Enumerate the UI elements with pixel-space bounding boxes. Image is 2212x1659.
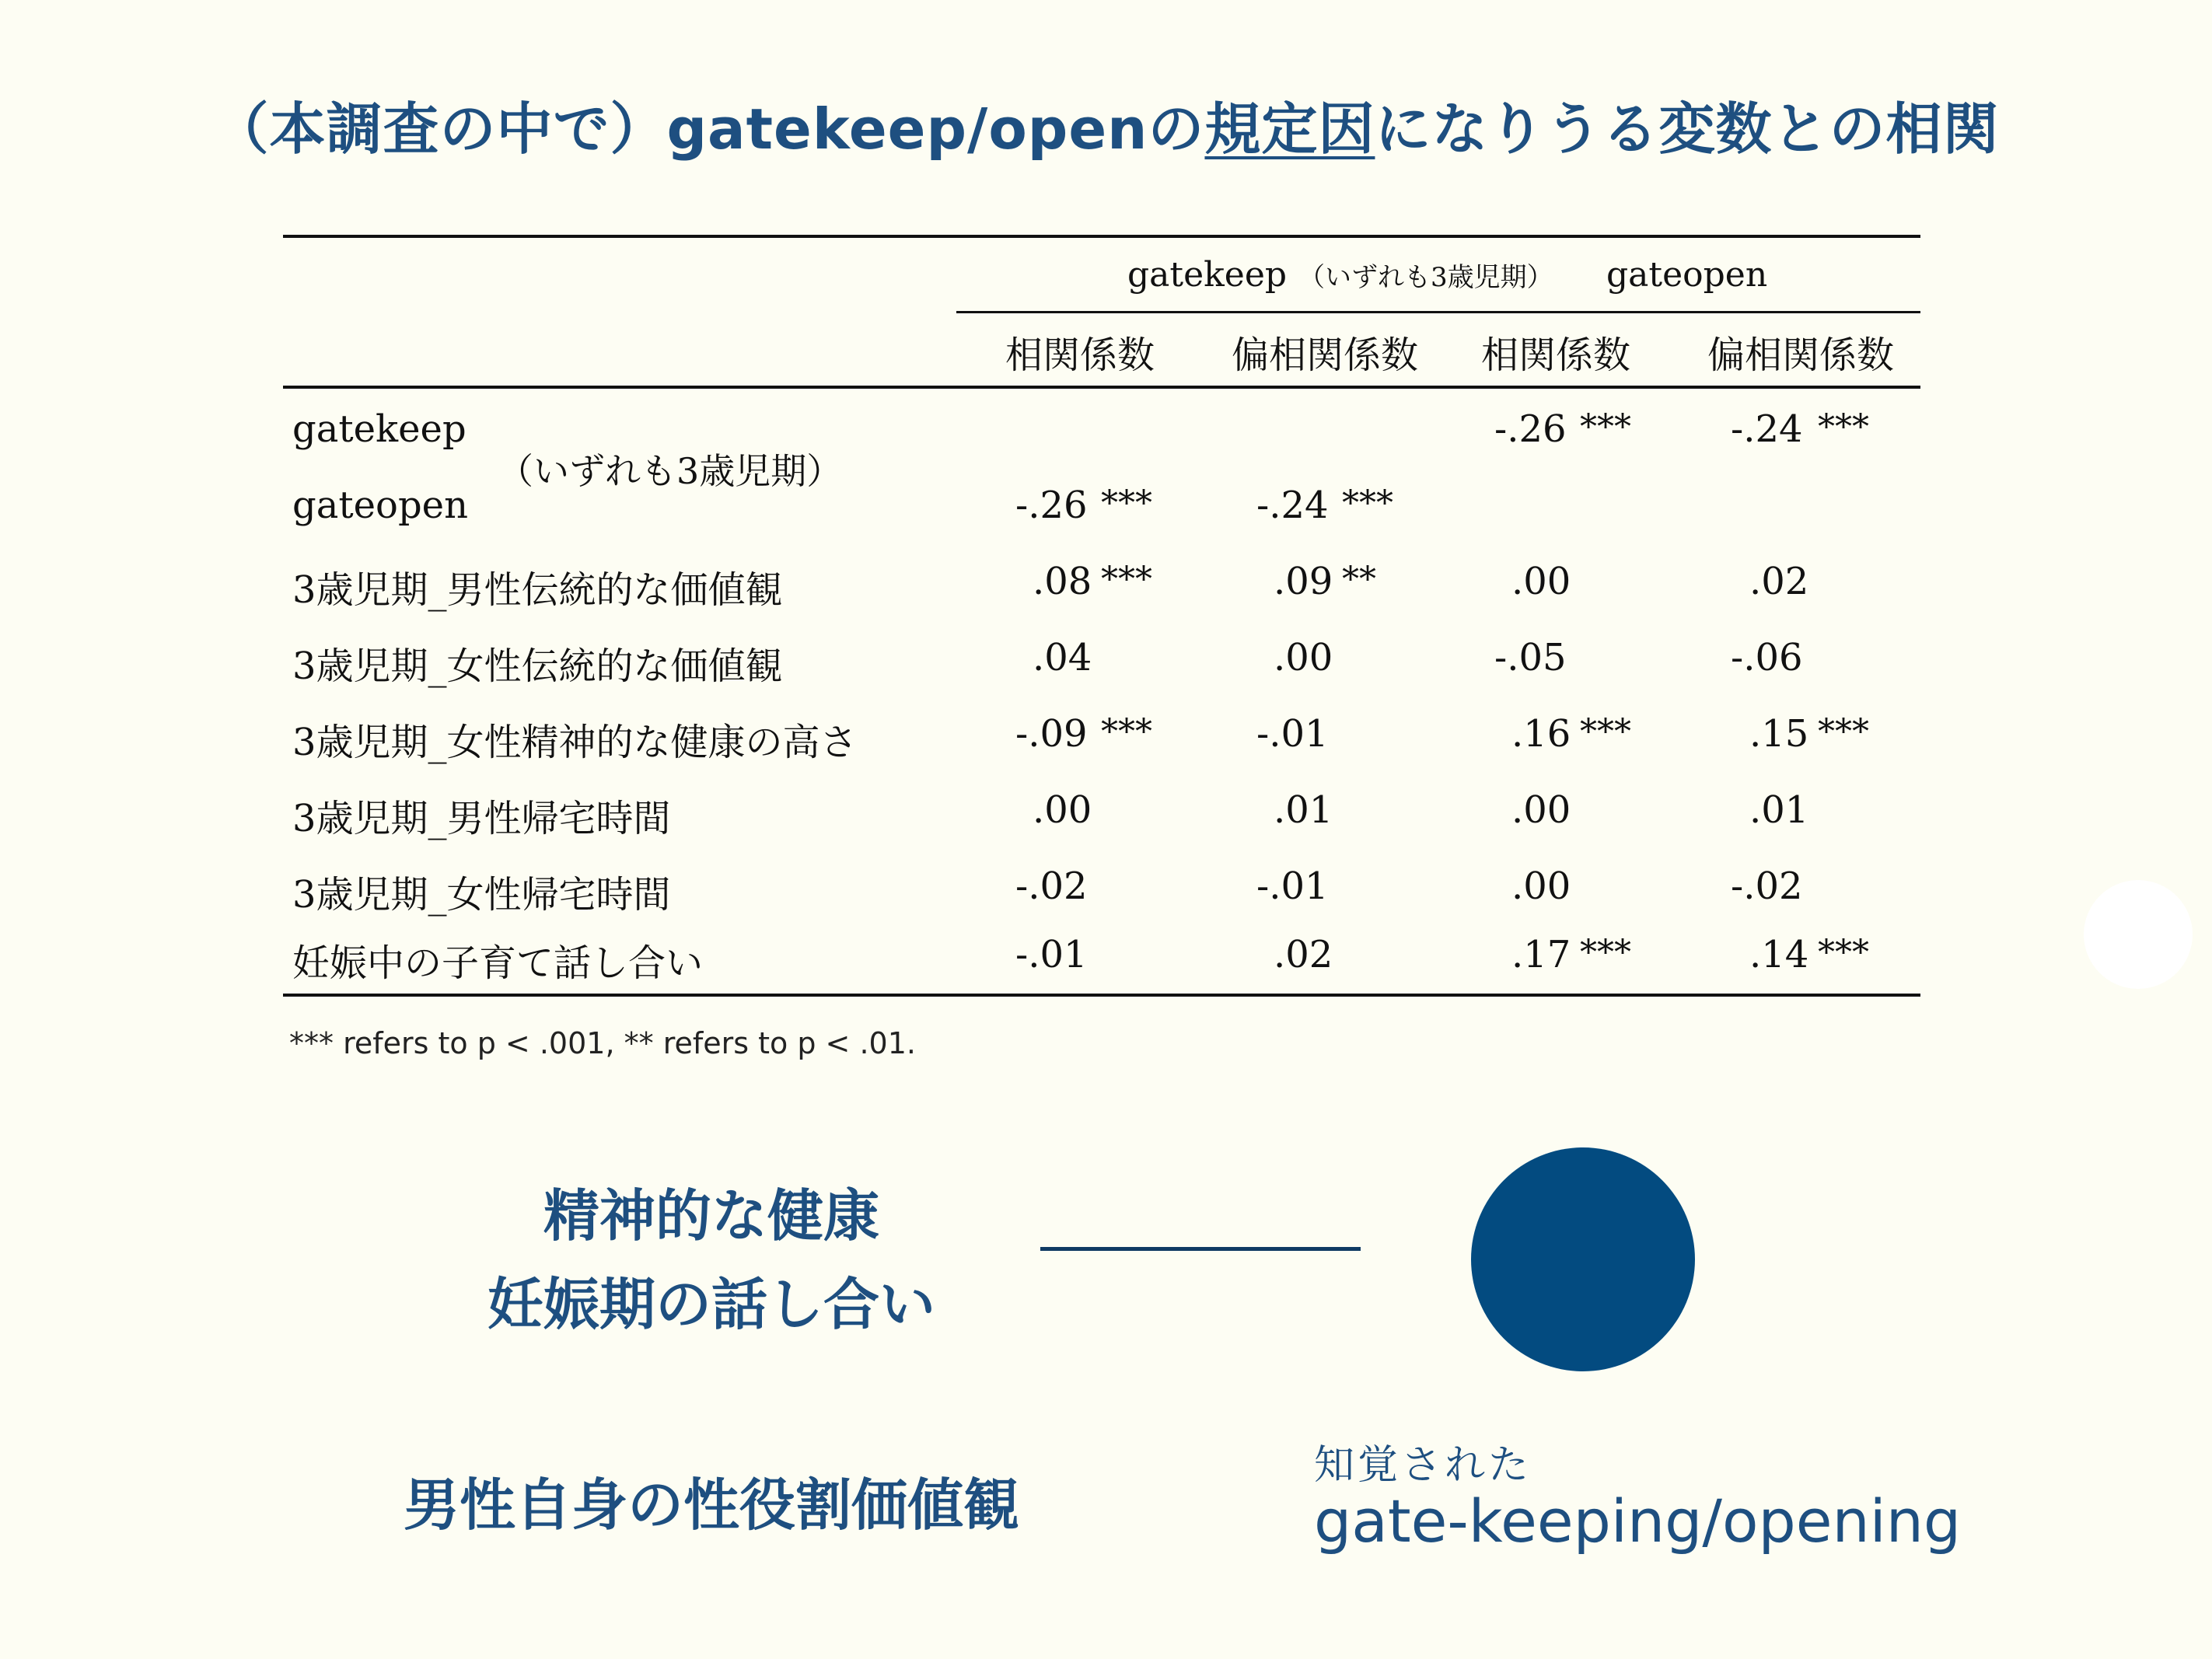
perceived-term: gate-keeping/opening xyxy=(1314,1486,1962,1556)
significance-stars: *** xyxy=(1818,933,1869,973)
group-header-rule xyxy=(956,311,1920,313)
row-label: 3歳児期_男性伝統的な価値観 xyxy=(292,568,783,612)
value-cell: .14 xyxy=(1749,933,1809,976)
significance-stars: *** xyxy=(1580,407,1631,447)
connector-line xyxy=(1040,1247,1361,1251)
value-cell: -.05 xyxy=(1494,636,1567,679)
value-cell: -.09 xyxy=(1015,712,1088,756)
significance-stars: *** xyxy=(1342,484,1393,523)
row-group-note: （いずれも3歳児期） xyxy=(498,450,843,492)
group-header-gatekeep: gatekeep xyxy=(1127,255,1288,295)
page-title xyxy=(0,84,2212,165)
value-cell: .01 xyxy=(1274,788,1333,832)
table-row xyxy=(0,864,2212,941)
value-cell: -.02 xyxy=(1731,864,1803,908)
title-text-pre: （本調査の中で）gatekeep/openの xyxy=(212,96,1205,162)
row-label: gateopen xyxy=(292,484,468,527)
title-text-post: になりうる変数との相関 xyxy=(1375,96,2000,162)
column-header-correlation: 相関係数 xyxy=(1480,334,1630,377)
gatekeeping-circle xyxy=(1471,1147,1695,1371)
value-cell: .01 xyxy=(1749,788,1809,832)
row-label: 3歳児期_女性伝統的な価値観 xyxy=(292,644,783,688)
factor-pregnancy-discussion: 妊娠期の話し合い xyxy=(487,1272,935,1337)
column-header-partial-correlation: 偏相関係数 xyxy=(1707,334,1894,377)
table-row xyxy=(0,407,2212,484)
significance-stars: ** xyxy=(1342,560,1376,599)
value-cell: .00 xyxy=(1274,636,1333,679)
value-cell: .02 xyxy=(1274,933,1333,976)
significance-stars: *** xyxy=(1101,712,1152,752)
value-cell: -.24 xyxy=(1731,407,1803,451)
value-cell: -.02 xyxy=(1015,864,1088,908)
row-label: 妊娠中の子育て話し合い xyxy=(292,941,704,985)
table-row xyxy=(0,636,2212,712)
value-cell: .00 xyxy=(1033,788,1092,832)
value-cell: -.26 xyxy=(1015,484,1088,527)
value-cell: .17 xyxy=(1511,933,1571,976)
table-top-rule xyxy=(283,235,1920,238)
row-label: gatekeep xyxy=(292,407,467,451)
table-row xyxy=(0,560,2212,636)
table-row xyxy=(0,933,2212,1009)
perceived-label: 知覚された xyxy=(1314,1442,1532,1489)
row-label: 3歳児期_女性帰宅時間 xyxy=(292,873,671,917)
table-row xyxy=(0,788,2212,864)
value-cell: -.01 xyxy=(1256,712,1329,756)
row-label: 3歳児期_男性帰宅時間 xyxy=(292,797,671,840)
value-cell: .02 xyxy=(1749,560,1809,603)
value-cell: -.01 xyxy=(1256,864,1329,908)
table-row xyxy=(0,484,2212,560)
table-row xyxy=(0,712,2212,788)
value-cell: .00 xyxy=(1511,788,1571,832)
table-header-rule xyxy=(283,386,1920,389)
group-header-note: （いずれも3歳児期） xyxy=(1298,262,1553,293)
significance-stars: *** xyxy=(1580,933,1631,973)
column-header-correlation: 相関係数 xyxy=(1005,334,1155,377)
significance-stars: *** xyxy=(1818,407,1869,447)
value-cell: .08 xyxy=(1033,560,1092,603)
decorative-dot xyxy=(2084,880,2193,989)
value-cell: .16 xyxy=(1511,712,1571,756)
table-footnote: *** refers to p < .001, ** refers to p < .01. xyxy=(289,1026,916,1060)
significance-stars: *** xyxy=(1818,712,1869,752)
value-cell: -.26 xyxy=(1494,407,1567,451)
value-cell: .15 xyxy=(1749,712,1809,756)
value-cell: -.01 xyxy=(1015,933,1088,976)
significance-stars: *** xyxy=(1101,484,1152,523)
group-header-gateopen: gateopen xyxy=(1606,255,1768,295)
significance-stars: *** xyxy=(1101,560,1152,599)
significance-stars: *** xyxy=(1580,712,1631,752)
value-cell: .04 xyxy=(1033,636,1092,679)
column-header-partial-correlation: 偏相関係数 xyxy=(1231,334,1418,377)
title-text-underlined: 規定因 xyxy=(1204,96,1375,162)
row-label: 3歳児期_女性精神的な健康の高さ xyxy=(292,721,858,764)
value-cell: -.24 xyxy=(1256,484,1329,527)
value-cell: .00 xyxy=(1511,864,1571,908)
value-cell: -.06 xyxy=(1731,636,1803,679)
value-cell: .00 xyxy=(1511,560,1571,603)
factor-male-gender-role-values: 男性自身の性役割価値観 xyxy=(403,1472,1019,1538)
factor-mental-health: 精神的な健康 xyxy=(543,1183,879,1249)
value-cell: .09 xyxy=(1274,560,1333,603)
